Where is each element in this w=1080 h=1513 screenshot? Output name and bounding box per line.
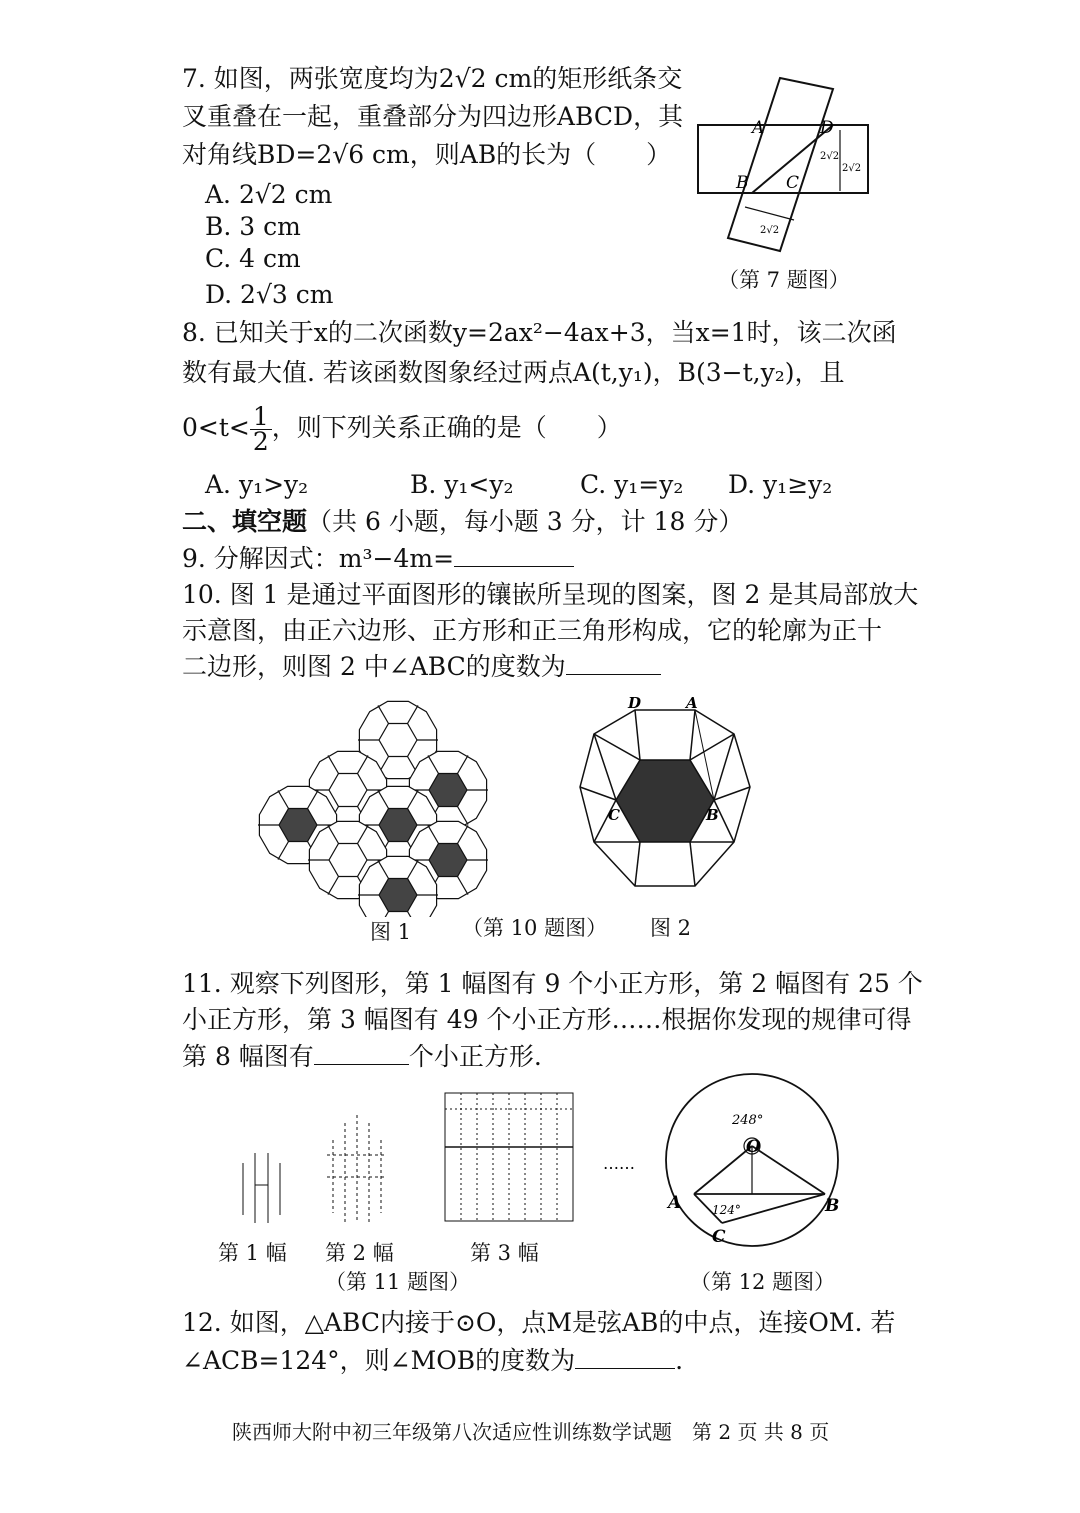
section-title: 二、填空题	[182, 507, 308, 536]
q7-figure	[690, 75, 890, 265]
q11-panel-label-1: 第 1 幅	[218, 1241, 287, 1265]
angle-label-124: 124°	[712, 1203, 741, 1217]
label-C: C	[712, 1227, 726, 1247]
q10-line2: 示意图，由正六边形、正方形和正三角形构成，它的轮廓为正十	[182, 616, 883, 645]
section-heading	[182, 505, 743, 538]
q11-line3: 第 8 幅图有 个小正方形.	[182, 1042, 542, 1071]
label-B: B	[825, 1196, 840, 1216]
width-label-2: 2√2	[842, 163, 862, 174]
label-B: B	[736, 173, 749, 193]
q12-caption: （第 12 题图）	[690, 1270, 836, 1294]
q9-text: 9. 分解因式：m³−4m=	[182, 542, 574, 575]
section-desc: （共 6 小题，每小题 3 分，计 18 分）	[307, 507, 744, 536]
figure-1	[243, 1153, 280, 1223]
q8-ineq-post: ，则下列关系正确的是（ ）	[271, 413, 622, 442]
q10-line3: 二边形，则图 2 中∠ABC的度数为	[182, 650, 661, 683]
q8-option-c: C. y₁=y₂	[580, 470, 684, 499]
horizontal-strip	[698, 125, 868, 193]
fig2-label-A: A	[686, 694, 698, 712]
q7-option-c: C. 4 cm	[205, 244, 301, 273]
fig2-label-C: C	[608, 806, 620, 824]
width-label-1: 2√2	[820, 151, 840, 162]
angle-label-248: 248°	[732, 1113, 764, 1128]
q12-line2: ∠ACB=124°，则∠MOB的度数为 .	[182, 1346, 684, 1375]
q8-fraction: $\frac{1}{2}$	[250, 405, 272, 454]
fig2-label-D: D	[628, 694, 642, 712]
q8-option-d: D. y₁≥y₂	[728, 470, 833, 499]
q7-line1: 7. 如图，两张宽度均为2√2 cm的矩形纸条交	[182, 64, 683, 93]
q12-figure-circle	[660, 1070, 860, 1255]
label-D: D	[820, 118, 834, 138]
label-C: C	[786, 173, 800, 193]
q10-figure1-tessellation	[255, 692, 505, 917]
label-O: O	[746, 1137, 761, 1157]
q8-line1: 8. 已知关于x的二次函数y=2ax²−4ax+3，当x=1时，该二次函	[182, 318, 897, 347]
q7-caption: （第 7 题图）	[718, 268, 850, 292]
q10-fig2-caption: 图 2	[650, 916, 692, 940]
q9-answer-blank[interactable]	[454, 544, 574, 567]
q11-ellipsis: ……	[603, 1154, 635, 1173]
q7-option-d: D. 2√3 cm	[205, 280, 334, 309]
slanted-strip	[728, 78, 833, 251]
q10-figure2-dodecagon	[570, 692, 760, 902]
q11-figures	[235, 1085, 635, 1230]
q8-line3	[182, 398, 622, 458]
q12-answer-blank[interactable]	[575, 1346, 675, 1369]
q7-line2: 叉重叠在一起，重叠部分为四边形ABCD，其	[182, 102, 684, 131]
q11-answer-blank[interactable]	[314, 1042, 409, 1065]
q8-ineq-pre: 0<t<	[182, 413, 250, 442]
page-footer: 陕西师大附中初三年级第八次适应性训练数学试题 第 2 页 共 8 页	[232, 1420, 830, 1444]
q11-line1: 11. 观察下列图形，第 1 幅图有 9 个小正方形，第 2 幅图有 25 个	[182, 969, 923, 998]
label-A: A	[752, 118, 765, 138]
q7-line3: 对角线BD=2√6 cm，则AB的长为（ ）	[182, 140, 672, 169]
q10-answer-blank[interactable]	[566, 652, 661, 675]
figure-3	[445, 1093, 573, 1221]
q10-fig1-caption: 图 1	[370, 920, 412, 944]
q10-line1: 10. 图 1 是通过平面图形的镶嵌所呈现的图案，图 2 是其局部放大	[182, 580, 919, 609]
q11-line2: 小正方形，第 3 幅图有 49 个小正方形……根据你发现的规律可得	[182, 1005, 912, 1034]
q8-line2: 数有最大值. 若该函数图象经过两点A(t,y₁)，B(3−t,y₂)，且	[182, 358, 845, 387]
fig2-label-B: B	[706, 806, 719, 824]
q11-caption: （第 11 题图）	[325, 1270, 471, 1294]
q7-option-a: A. 2√2 cm	[205, 180, 333, 209]
q11-panel-label-3: 第 3 幅	[470, 1241, 539, 1265]
figure-2	[327, 1115, 387, 1223]
q7-option-b: B. 3 cm	[205, 212, 301, 241]
q10-caption: （第 10 题图）	[462, 916, 608, 940]
label-A: A	[668, 1193, 682, 1213]
width-label-3: 2√2	[760, 225, 780, 236]
q8-option-a: A. y₁>y₂	[205, 470, 309, 499]
q12-line1: 12. 如图，△ABC内接于⊙O，点M是弦AB的中点，连接OM. 若	[182, 1308, 896, 1337]
center-hexagon	[616, 760, 714, 842]
q8-option-b: B. y₁<y₂	[410, 470, 514, 499]
q11-panel-label-2: 第 2 幅	[325, 1241, 394, 1265]
